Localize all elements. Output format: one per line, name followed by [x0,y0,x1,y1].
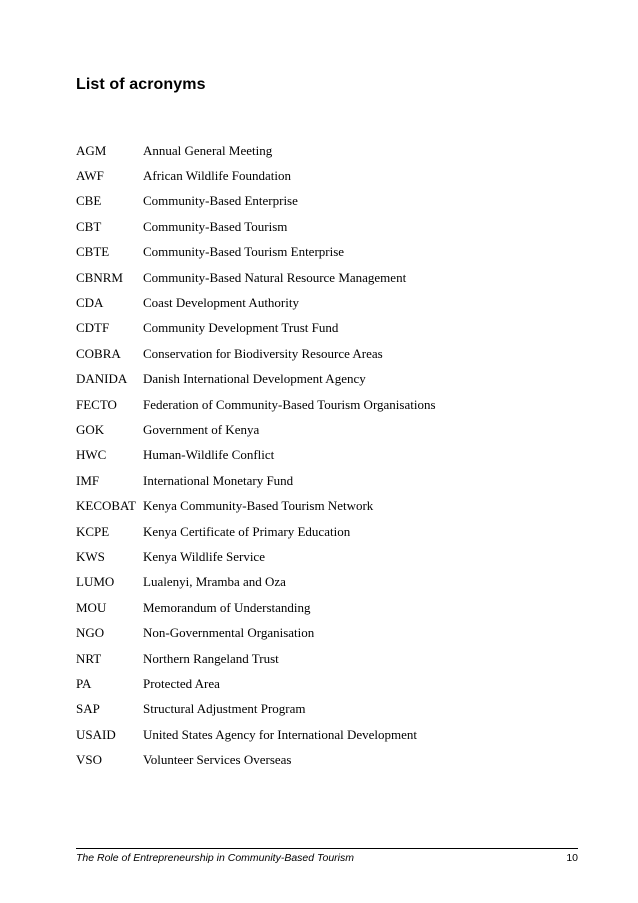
acronym-row [76,570,576,595]
acronym-row [76,697,576,722]
acronym-definition: Kenya Community-Based Tourism Network [143,498,374,514]
acronym-row [76,240,576,265]
acronym-abbreviation: GOK [76,421,105,437]
page-footer [76,852,578,864]
acronym-abbreviation: CBE [76,193,102,209]
acronym-definition: Community-Based Enterprise [143,193,298,209]
acronym-definition: Structural Adjustment Program [143,701,306,717]
acronym-row [76,290,576,315]
acronym-definition: United States Agency for International Development [143,726,418,742]
acronym-abbreviation: CBNRM [76,269,123,285]
acronym-row [76,265,576,290]
acronym-definition: Danish International Development Agency [143,371,366,387]
acronym-definition: Northern Rangeland Trust [143,650,279,666]
acronym-definition: Federation of Community-Based Tourism Organisations [143,396,436,412]
acronym-row [76,544,576,569]
acronym-abbreviation: USAID [76,726,116,742]
acronym-definition: Government of Kenya [143,421,260,437]
acronym-definition: Memorandum of Understanding [143,599,311,615]
acronym-row [76,671,576,696]
acronym-definition: International Monetary Fund [143,472,294,488]
acronym-abbreviation: KWS [76,548,105,564]
acronym-abbreviation: CDTF [76,320,110,336]
acronym-definition: Kenya Certificate of Primary Education [143,523,351,539]
footer-divider [76,848,578,849]
acronym-row [76,392,576,417]
acronym-abbreviation: NRT [76,650,102,666]
acronym-definition: Community-Based Natural Resource Management [143,269,407,285]
acronym-abbreviation: HWC [76,447,107,463]
acronym-abbreviation: NGO [76,625,105,641]
page-number: 10 [566,852,578,864]
acronym-definition: Volunteer Services Overseas [143,752,292,768]
acronym-definition: Conservation for Biodiversity Resource Areas [143,345,383,361]
acronym-abbreviation: LUMO [76,574,115,590]
acronym-row [76,443,576,468]
acronym-definition: Lualenyi, Mramba and Oza [143,574,286,590]
acronym-definition: Non-Governmental Organisation [143,625,315,641]
acronym-definition: Kenya Wildlife Service [143,548,265,564]
acronym-abbreviation: CBT [76,218,102,234]
acronym-abbreviation: FECTO [76,396,117,412]
acronym-abbreviation: DANIDA [76,371,128,387]
acronym-definition: African Wildlife Foundation [143,168,291,184]
acronym-row [76,493,576,518]
acronym-row [76,367,576,392]
footer-title: The Role of Entrepreneurship in Community-Based Tourism [76,852,354,864]
acronym-abbreviation: IMF [76,472,100,488]
acronym-abbreviation: SAP [76,701,100,717]
acronym-row [76,722,576,747]
acronym-abbreviation: AWF [76,168,104,184]
acronym-row [76,595,576,620]
acronym-abbreviation: COBRA [76,345,121,361]
acronym-row [76,163,576,188]
acronym-abbreviation: VSO [76,752,103,768]
acronym-abbreviation: AGM [76,142,107,158]
acronym-abbreviation: KECOBAT [76,498,136,514]
acronym-definition: Community Development Trust Fund [143,320,339,336]
acronym-abbreviation: CDA [76,295,104,311]
acronym-row [76,620,576,645]
acronym-abbreviation: PA [76,675,92,691]
acronym-row [76,189,576,214]
acronym-definition: Human-Wildlife Conflict [143,447,275,463]
acronym-definition: Annual General Meeting [143,142,273,158]
acronym-row [76,747,576,772]
acronym-definition: Coast Development Authority [143,295,299,311]
acronym-row [76,316,576,341]
page-heading: List of acronyms [76,76,206,93]
acronym-abbreviation: CBTE [76,244,110,260]
acronym-row [76,417,576,442]
acronym-definition: Community-Based Tourism [143,218,288,234]
acronym-abbreviation: MOU [76,599,107,615]
acronym-row [76,646,576,671]
acronym-abbreviation: KCPE [76,523,110,539]
acronym-definition: Community-Based Tourism Enterprise [143,244,345,260]
acronym-list [76,138,576,773]
acronym-row [76,214,576,239]
acronym-row [76,138,576,163]
acronym-row [76,519,576,544]
acronym-row [76,468,576,493]
acronym-definition: Protected Area [143,675,220,691]
acronym-row [76,341,576,366]
